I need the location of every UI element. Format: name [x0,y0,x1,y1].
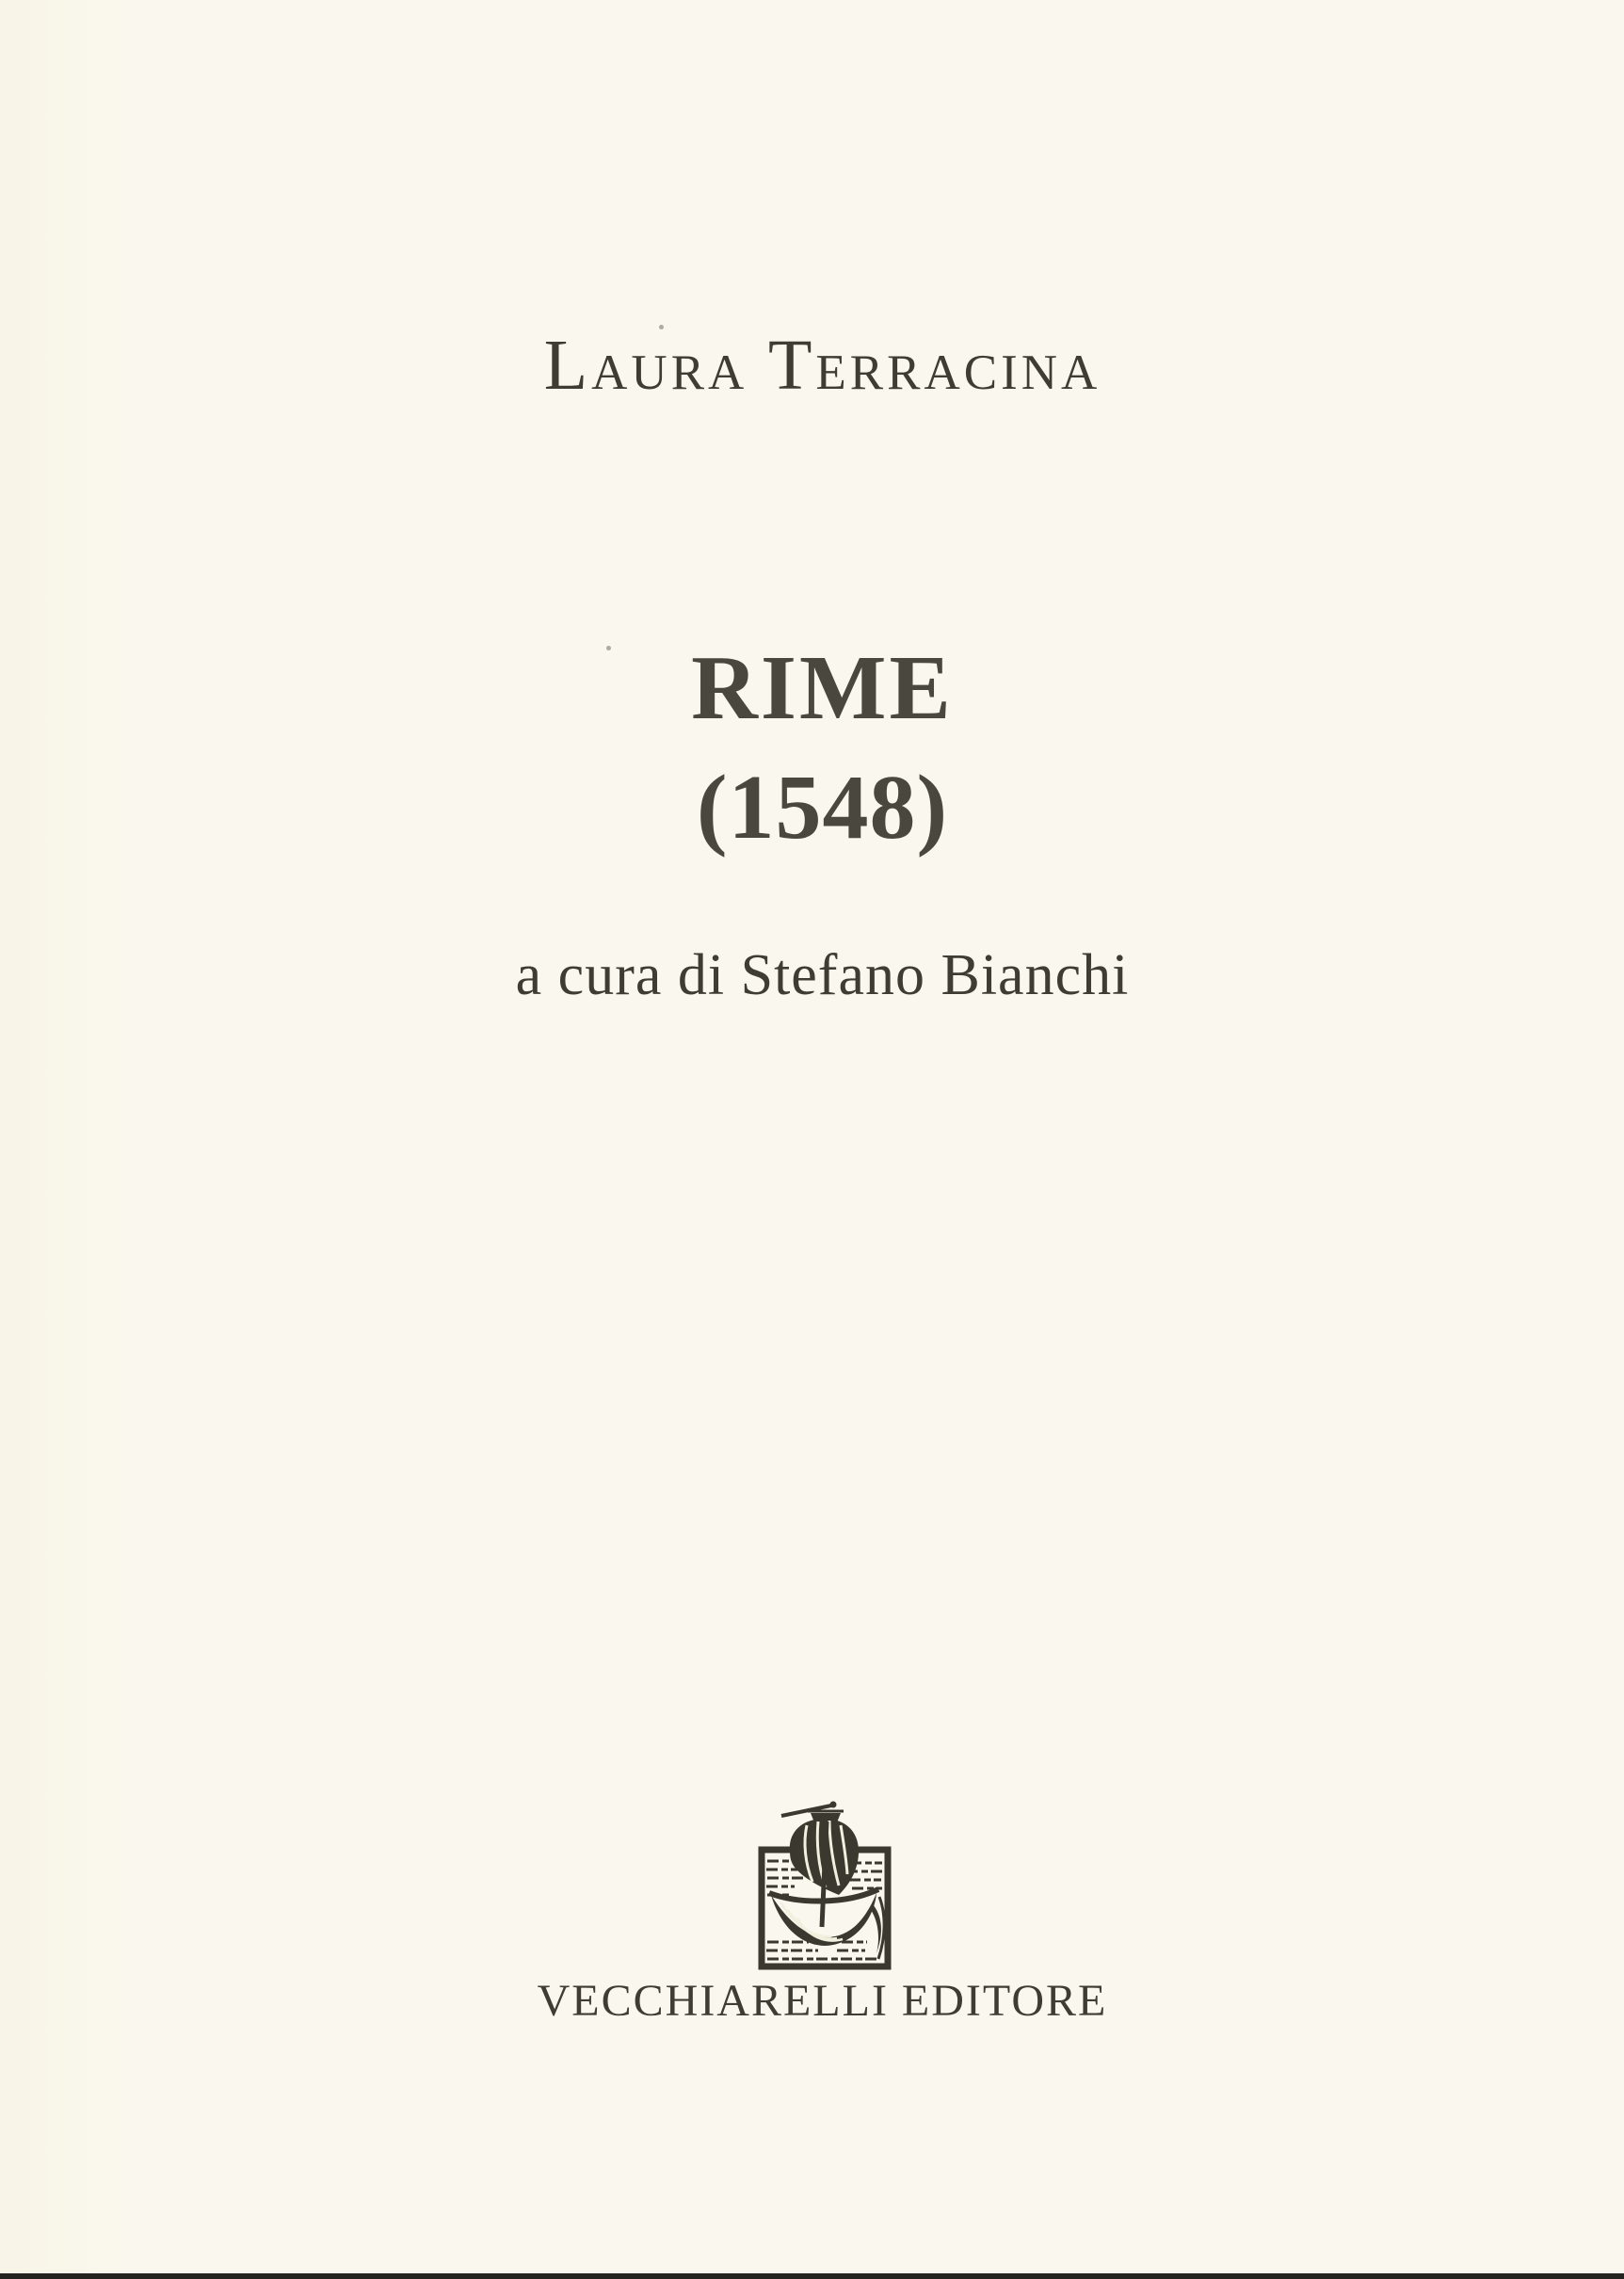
publisher-name: VECCHIARELLI EDITORE [537,1976,1108,2026]
title-page-content [10,0,1624,2279]
scan-bottom-edge [0,2273,1624,2279]
book-year: (1548) [696,757,949,859]
book-title: RIME [691,637,954,739]
scan-speck [606,646,611,650]
scan-speck [659,325,664,329]
author-name: Laura Terracina [543,326,1101,405]
editor-credit: a cura di Stefano Bianchi [515,943,1130,1007]
publisher-logo [752,1784,893,1972]
ship-woodcut-icon [752,1784,893,1972]
